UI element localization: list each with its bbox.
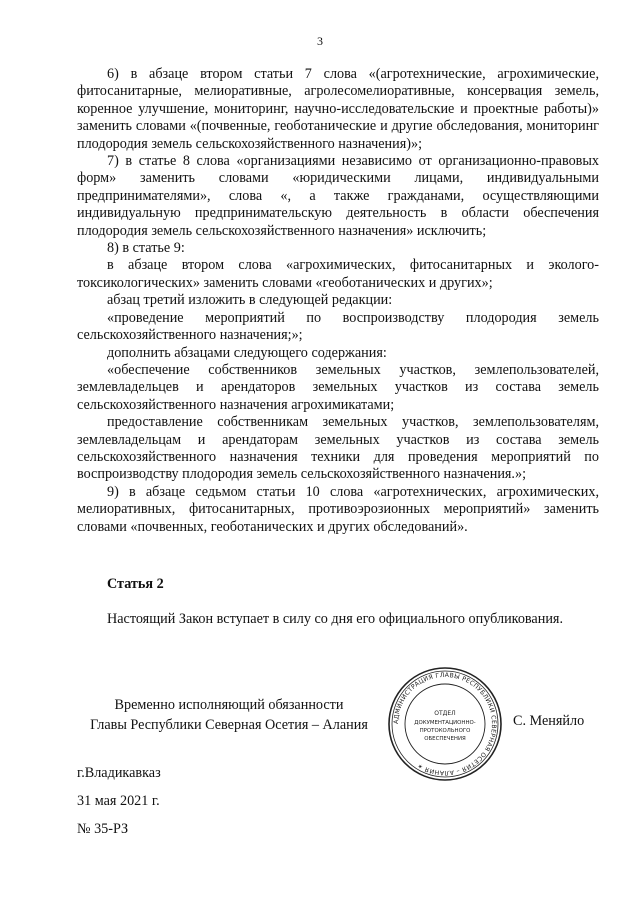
signatory-position xyxy=(74,695,384,735)
page-number: 3 xyxy=(317,34,323,48)
article-text: Настоящий Закон вступает в силу со дня его официального опубликования. xyxy=(107,611,563,627)
official-seal xyxy=(386,665,504,783)
signatory-position-line: Временно исполняющий обязанности xyxy=(114,697,344,713)
paragraph: «проведение мероприятий по воспроизводству плодородия земель сельскохозяйственного назначения;»; xyxy=(77,309,599,344)
signing-date: 31 мая 2021 г. xyxy=(77,793,160,809)
paragraph: 9) в абзаце седьмом статьи 10 слова «агротехнических, агрохимических, мелиоративных, фитосанитарных, противоэрозионных мероприятий» заменить словами «почвенных, геоботанических и других обследований». xyxy=(77,483,599,535)
paragraph: 6) в абзаце втором статьи 7 слова «(агротехнические, агрохимические, фитосанитарные, мелиоративные, агролесомелиоративные, консервация земель, коренное улучшение, мониторинг, научно-исследовательские и проектные работы)» заменить словами «(почвенные, геоботанические и другие обследования, мониторинг плодородия земель сельскохозяйственного назначения)»; xyxy=(77,66,599,152)
law-number: № 35-РЗ xyxy=(77,821,129,837)
svg-text:ДОКУМЕНТАЦИОННО-: ДОКУМЕНТАЦИОННО- xyxy=(414,720,476,726)
signatory-name: С. Меняйло xyxy=(513,713,585,729)
svg-text:АДМИНИСТРАЦИЯ ГЛАВЫ РЕСПУБЛИКИ: АДМИНИСТРАЦИЯ ГЛАВЫ РЕСПУБЛИКИ СЕВЕРНАЯ ОСЕТИЯ – АЛАНИЯ ✶ xyxy=(392,671,498,777)
svg-text:ПРОТОКОЛЬНОГО: ПРОТОКОЛЬНОГО xyxy=(419,728,471,734)
svg-text:ОТДЕЛ: ОТДЕЛ xyxy=(434,710,456,717)
paragraph: абзац третий изложить в следующей редакции: xyxy=(107,292,393,309)
paragraph: дополнить абзацами следующего содержания: xyxy=(107,344,387,361)
amendments-text xyxy=(77,66,599,536)
paragraph: предоставление собственникам земельных участков, землепользователям, землевладельцам и арендаторам земельных участков из состава земель сельскохозяйственного назначения техники для проведения мероприятий по воспроизводству плодородия земель сельскохозяйственного назначения.»; xyxy=(77,414,599,483)
svg-text:ОБЕСПЕЧЕНИЯ: ОБЕСПЕЧЕНИЯ xyxy=(424,736,466,742)
signatory-position-line: Главы Республики Северная Осетия – Алания xyxy=(90,717,368,733)
paragraph: 7) в статье 8 слова «организациями независимо от организационно-правовых форм» заменить словами «юридическими лицами, индивидуальными предпринимателями», слова «, а также гражданами, осуществляющими индивидуальную предпринимательскую деятельность в области обеспечения плодородия земель сельскохозяйственного назначения» исключить; xyxy=(77,153,599,239)
place-of-signing: г.Владикавказ xyxy=(77,765,161,781)
paragraph: в абзаце втором слова «агрохимических, фитосанитарных и эколого-токсикологических» заменить словами «геоботанических и других»; xyxy=(77,257,599,291)
paragraph: «обеспечение собственников земельных участков, землепользователей, землевладельцев и арендаторов земельных участков из состава земель сельскохозяйственного назначения агрохимикатами; xyxy=(77,361,599,413)
paragraph: 8) в статье 9: xyxy=(107,240,185,257)
article-title: Статья 2 xyxy=(107,576,164,592)
